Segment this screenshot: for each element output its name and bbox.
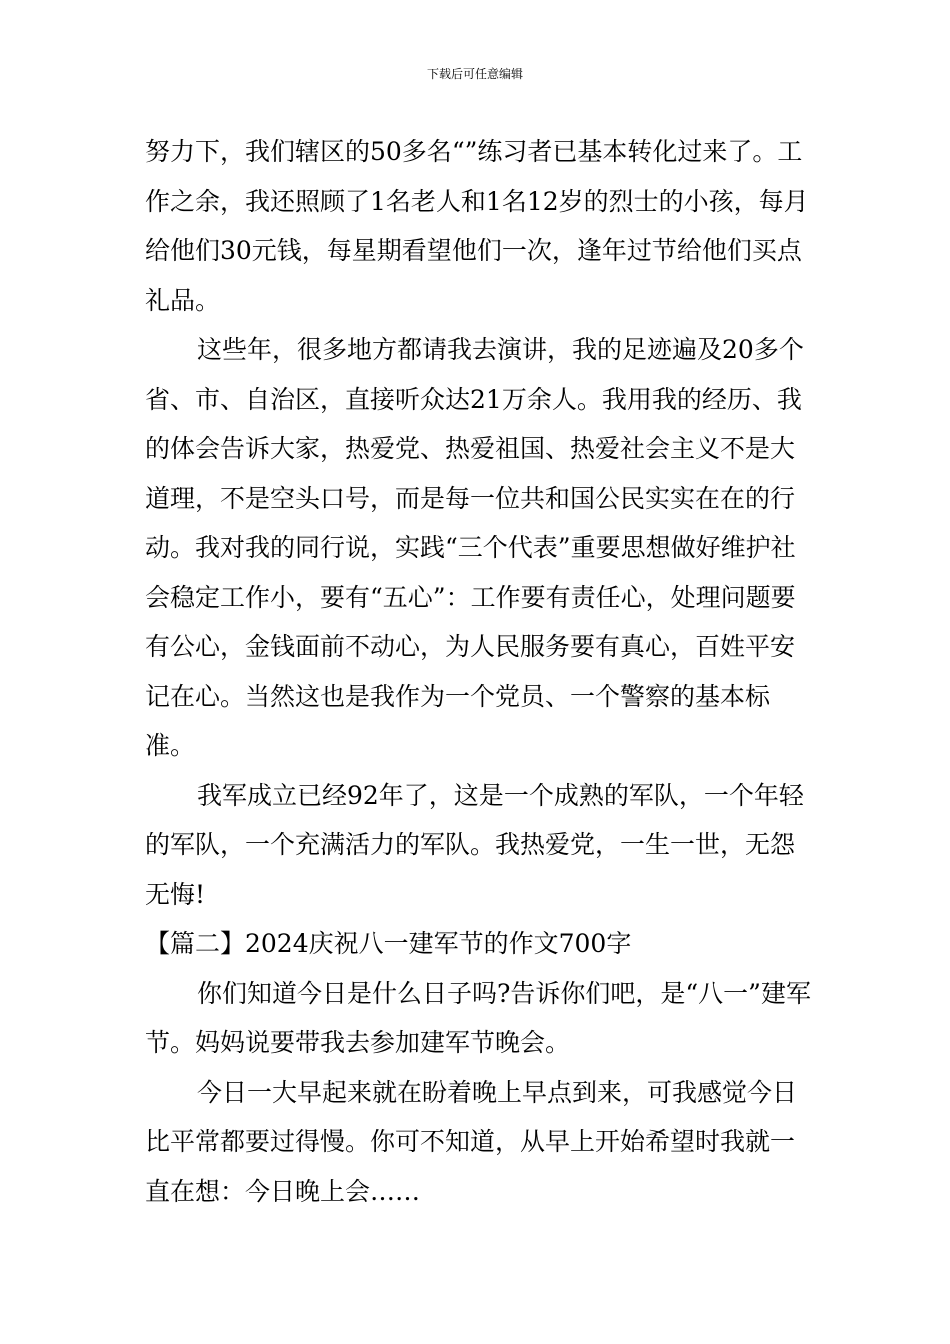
page-header: 下载后可任意编辑 bbox=[426, 67, 523, 81]
paragraph-army-day: 你们知道今日是什么日子吗?告诉你们吧，是“八一”建军节。妈妈说要带我去参加建军节晚会。 bbox=[145, 978, 811, 1057]
paragraph-morning: 今日一大早起来就在盼着晚上早点到来，可我感觉今日比平常都要过得慢。你可不知道，从早上开始希望时我就一直在想：今日晚上会…… bbox=[145, 1077, 798, 1206]
section-heading: 【篇二】2024庆祝八一建军节的作文700字 bbox=[145, 929, 632, 958]
paragraph-army-anniversary: 我军成立已经92年了，这是一个成熟的军队，一个年轻的军队，一个充满活力的军队。我热爱党，一生一世，无怨无悔! bbox=[145, 780, 804, 909]
document-body bbox=[145, 127, 815, 1216]
paragraph-continuation: 努力下，我们辖区的50多名“”练习者已基本转化过来了。工作之余，我还照顾了1名老人和1名12岁的烈士的小孩，每月给他们30元钱，每星期看望他们一次，逢年过节给他们买点礼品。 bbox=[145, 137, 809, 315]
paragraph-speeches: 这些年，很多地方都请我去演讲，我的足迹遍及20多个省、市、自治区，直接听众达21万余人。我用我的经历、我的体会告诉大家，热爱党、热爱祖国、热爱社会主义不是大道理，不是空头口号，而是每一位共和国公民实实在在的行动。我对我的同行说，实践“三个代表”重要思想做好维护社会稳定工作小，要有“五心”：工作要有责任心，处理问题要有公心，金钱面前不动心，为人民服务要有真心，百姓平安记在心。当然这也是我作为一个党员、一个警察的基本标准。 bbox=[145, 335, 804, 760]
